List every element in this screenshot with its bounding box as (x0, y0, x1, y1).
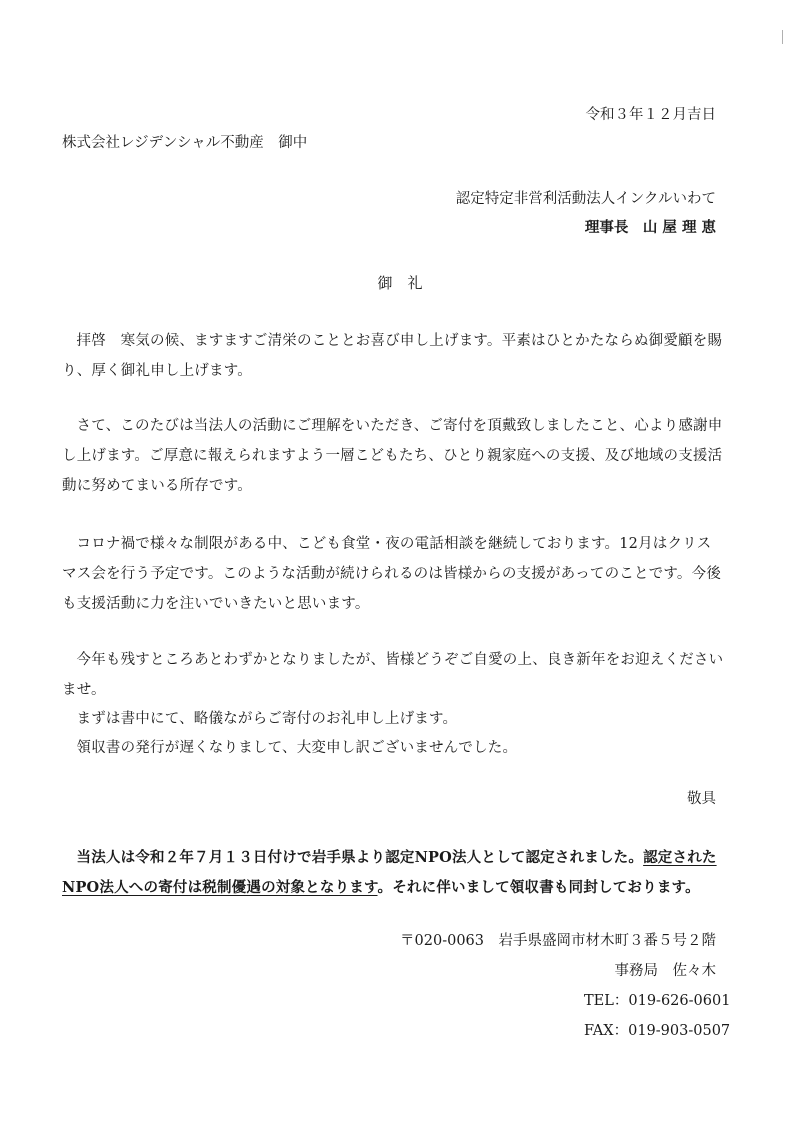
npo-notice (62, 843, 726, 903)
contact-tel: TEL：019-626-0601 (584, 993, 731, 1009)
line-donation-thanks: まずは書中にて、略儀ながらご寄付のお礼申し上げます。 (76, 711, 458, 727)
paragraph-thanks: さて、このたびは当法人の活動にご理解をいただき、ご寄付を頂戴致しましたこと、心より感謝申し上げます。ご厚意に報えられますよう一層こどもたち、ひとり親家庭への支援、及び地域の支援活動に努めてまいる所存です。 (62, 418, 723, 494)
sender-organization: 認定特定非営利活動法人インクルいわて (455, 191, 716, 207)
contact-address: 〒020-0063 岩手県盛岡市材木町３番５号２階 (400, 933, 716, 949)
closing: 敬具 (687, 791, 716, 807)
paragraph-greeting: 拝啓 寒気の候、ますますご清栄のこととお喜び申し上げます。平素はひとかたならぬ御愛顧を賜り、厚く御礼申し上げます。 (62, 333, 723, 379)
recipient: 株式会社レジデンシャル不動産 御中 (62, 135, 308, 151)
paragraph-new-year: 今年も残すところあとわずかとなりましたが、皆様どうぞご自愛の上、良き新年をお迎えくださいませ。 (62, 652, 724, 698)
scan-mark (782, 30, 783, 44)
letter-title: 御 礼 (377, 274, 423, 292)
sender-representative: 理事長 山 屋 理 恵 (584, 219, 716, 236)
notice-tax-benefit: 認定されたNPO法人への寄付は税制優遇の対象となります (62, 849, 717, 896)
line-receipt-apology: 領収書の発行が遅くなりまして、大変申し訳ございませんでした。 (76, 740, 518, 756)
notice-receipt-enclosed: 。それに伴いまして領収書も同封しております。 (377, 879, 700, 896)
contact-office: 事務局 佐々木 (614, 963, 716, 979)
letter-date: 令和３年１２月吉日 (585, 107, 716, 123)
notice-certification: 当法人は令和２年７月１３日付けで岩手県より認定NPO法人として認定されました。 (76, 849, 644, 866)
paragraph-activities: コロナ禍で様々な制限がある中、こども食堂・夜の電話相談を継続しております。12月はクリスマス会を行う予定です。このような活動が続けられるのは皆様からの支援があってのことです。今後も支援活動に力を注いでいきたいと思います。 (62, 536, 722, 612)
contact-fax: FAX：019-903-0507 (584, 1023, 731, 1039)
